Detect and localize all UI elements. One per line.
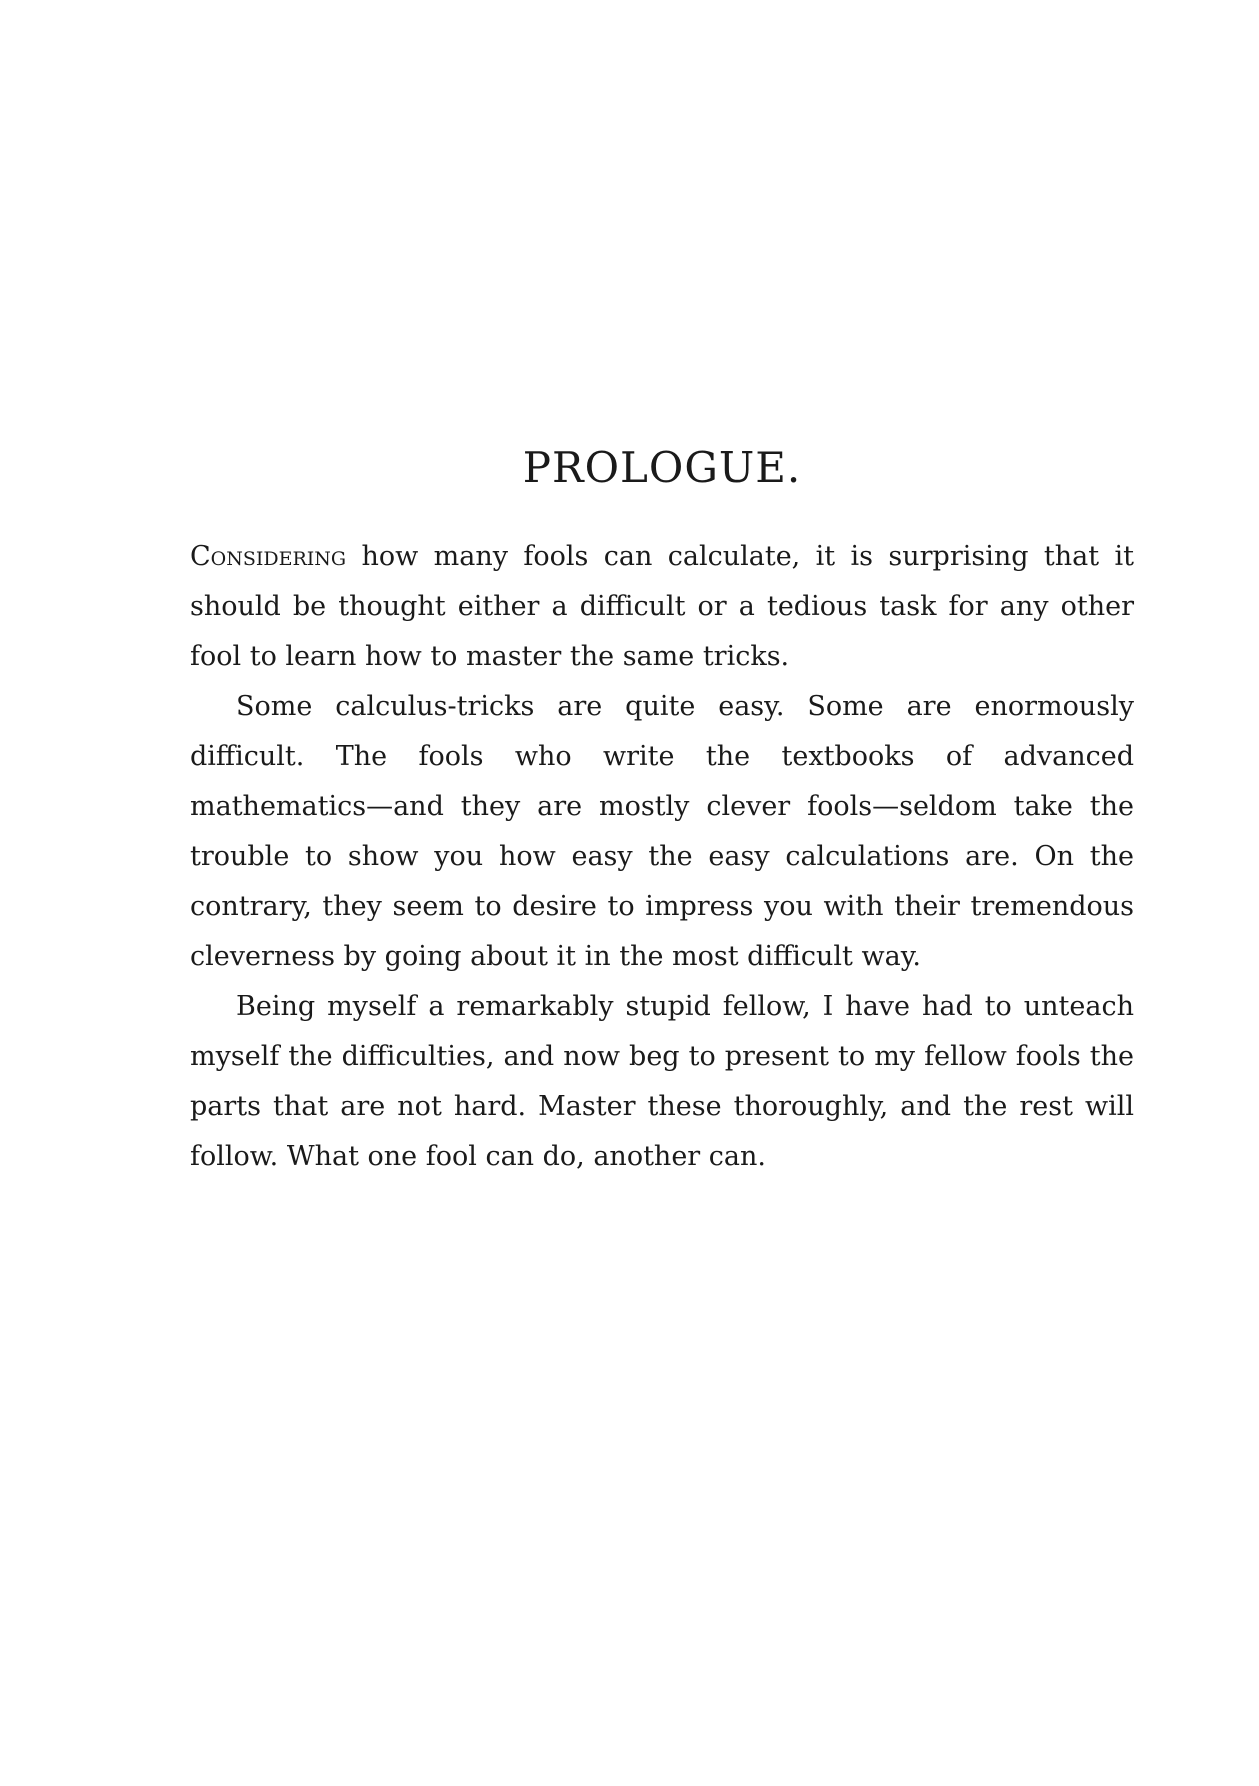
paragraph-1-text: how many fools can calculate, it is surprising that it should be thought either a difficult or a tedious task for any other fool to learn how to master the same tricks. xyxy=(190,541,1134,672)
paragraph-1 xyxy=(190,532,1134,682)
paragraph-2: Some calculus-tricks are quite easy. Some are enormously difficult. The fools who write the textbooks of advanced mathematics—and they are mostly clever fools—seldom take the trouble to show you how easy the easy calculations are. On the contrary, they seem to desire to impress you with their tremendous cleverness by going about it in the most difficult way. xyxy=(190,691,1134,972)
paragraph-3: Being myself a remarkably stupid fellow, I have had to unteach myself the difficulties, and now beg to present to my fellow fools the parts that are not hard. Master these thoroughly, and the rest will follow. What one fool can do, another can. xyxy=(190,991,1134,1172)
page-title: PROLOGUE. xyxy=(522,443,802,492)
prologue-section xyxy=(190,440,1134,1182)
paragraph-1-lead-word: Considering xyxy=(190,541,347,572)
